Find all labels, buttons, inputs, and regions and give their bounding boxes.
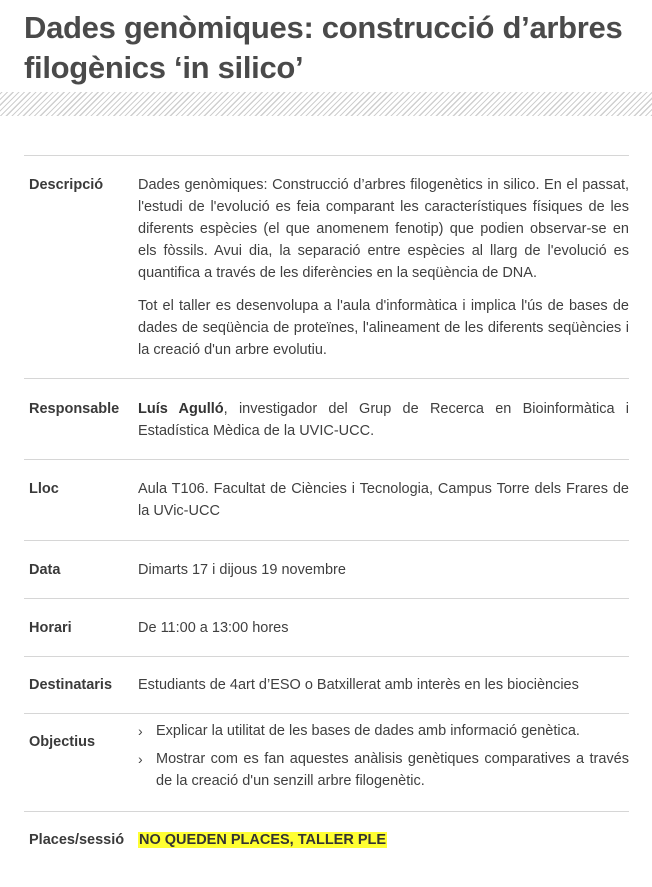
label-descripcio: Descripció xyxy=(29,177,104,193)
objective-text: Mostrar com es fan aquestes anàlisis genètiques comparatives a través de la creació d'un senzill arbre filogenètic. xyxy=(156,751,629,789)
value-horari: De 11:00 a 13:00 hores xyxy=(138,620,289,636)
label-data: Data xyxy=(29,562,61,578)
status-badge: NO QUEDEN PLACES, TALLER PLE xyxy=(139,832,387,848)
row-lloc xyxy=(24,460,629,541)
list-item xyxy=(138,720,629,742)
label-destinataris: Destinataris xyxy=(29,677,113,693)
label-objectius: Objectius xyxy=(29,734,96,750)
row-places xyxy=(24,812,629,861)
chevron-right-icon: › xyxy=(138,751,143,767)
row-data xyxy=(24,541,629,599)
chevron-right-icon: › xyxy=(138,723,143,739)
value-descripcio xyxy=(138,174,629,361)
page-title: Dades genòmiques: construcció d’arbres filogènics ‘in silico’ xyxy=(24,10,623,85)
label-places: Places/sessió xyxy=(29,832,125,848)
workshop-info-table xyxy=(24,155,629,861)
decorative-stripe-divider xyxy=(0,92,652,116)
descripcio-paragraph-2: Tot el taller es desenvolupa a l'aula d'informàtica i implica l'ús de bases de dades de seqüència de proteïnes, l'alineament de les diferents seqüències i la creació d'un arbre evolutiu. xyxy=(138,298,629,358)
row-destinataris xyxy=(24,657,629,714)
responsable-description: , investigador del Grup de Recerca en Bioinformàtica i Estadística Mèdica de la UVIC-UCC. xyxy=(138,401,629,439)
label-responsable: Responsable xyxy=(29,401,120,417)
value-responsable xyxy=(138,398,629,442)
label-lloc: Lloc xyxy=(29,481,59,497)
row-responsable xyxy=(24,379,629,460)
list-item xyxy=(138,748,629,792)
row-objectius xyxy=(24,714,629,812)
value-data: Dimarts 17 i dijous 19 novembre xyxy=(138,562,346,578)
descripcio-paragraph-1: Dades genòmiques: Construcció d’arbres filogenètics in silico. En el passat, l'estudi de l'evolució es feia comparant les característiques físiques de les diferents espècies (el que anomenem fenotip) que podien observar-se en els fòssils. Avui dia, la separació entre espècies al llarg de l'evolució es quantifica a través de les diferències en la seqüència de DNA. xyxy=(138,177,629,281)
value-objectius xyxy=(138,720,629,792)
row-descripcio xyxy=(24,156,629,379)
objectives-list xyxy=(138,720,629,792)
value-lloc: Aula T106. Facultat de Ciències i Tecnologia, Campus Torre dels Frares de la UVic-UCC xyxy=(138,481,629,519)
value-destinataris: Estudiants de 4art d’ESO o Batxillerat amb interès en les biociències xyxy=(138,677,579,693)
objective-text: Explicar la utilitat de les bases de dades amb informació genètica. xyxy=(156,723,580,739)
row-horari xyxy=(24,599,629,657)
label-horari: Horari xyxy=(29,620,72,636)
value-places xyxy=(138,829,629,851)
responsable-name: Luís Agulló xyxy=(138,401,224,417)
